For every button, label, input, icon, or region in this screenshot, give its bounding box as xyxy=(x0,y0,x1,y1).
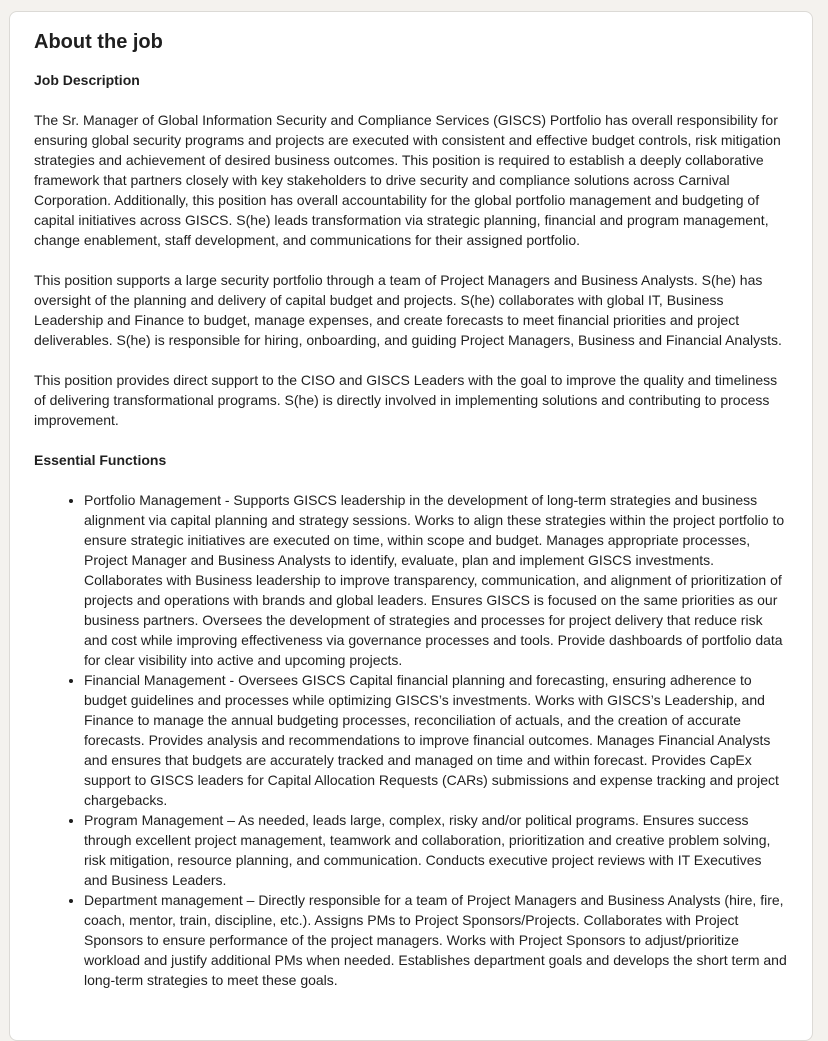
list-item-portfolio-management: • Portfolio Management - Supports GISCS leadership in the development of long-term strategies and business alignment via capital planning and strategy sessions. Works to align these strategies within the project portfolio to ensure strategic initiatives are executed on time, within scope and budget. Manages appropriate processes, Project Manager and Business Analysts to identify, evaluate, plan and implement GISCS investments. Collaborates with Business leadership to improve transparency, communication, and alignment of prioritization of projects and operations with brands and global leaders. Ensures GISCS is focused on the same priorities as our business partners. Oversees the development of strategies and processes for project delivery that reduce risk and cost while improving effectiveness via governance processes and tools. Provide dashboards of portfolio data for clear visibility into active and upcoming projects. xyxy=(84,490,788,670)
list-item-financial-management: • Financial Management - Oversees GISCS Capital financial planning and forecasting, ensuring adherence to budget guidelines and processes while optimizing GISCS’s investments. Works with GISCS’s Leadership, and Finance to manage the annual budgeting processes, reconciliation of actuals, and the creation of accurate forecasts. Provides analysis and recommendations to improve financial outcomes. Manages Financial Analysts and ensures that budgets are accurately tracked and managed on time and within forecast. Provides CapEx support to GISCS leaders for Capital Allocation Requests (CARs) submissions and expense tracking and project chargebacks. xyxy=(84,670,788,810)
list-item-program-management: • Program Management – As needed, leads large, complex, risky and/or political programs. Ensures success through excellent project management, teamwork and collaboration, prioritization and creative problem solving, risk mitigation, resource planning, and communication. Conducts executive project reviews with IT Executives and Business Leaders. xyxy=(84,810,788,890)
section-title: About the job xyxy=(34,31,163,53)
job-description-heading: Job Description xyxy=(34,72,140,88)
essential-functions-heading: Essential Functions xyxy=(34,452,167,468)
about-job-card xyxy=(9,11,813,1041)
job-description-body xyxy=(34,70,788,990)
description-paragraph-1: The Sr. Manager of Global Information Security and Compliance Services (GISCS) Portfolio has overall responsibility for ensuring global security programs and projects are executed with consistent and effective budget controls, risk mitigation strategies and achievement of desired business outcomes. This position is required to establish a deeply collaborative framework that partners closely with key stakeholders to drive security and compliance solutions across Carnival Corporation. Additionally, this position has overall accountability for the global portfolio management and budgeting of capital initiatives across GISCS. S(he) leads transformation via strategic planning, financial and program management, change enablement, staff development, and communications for their assigned portfolio. xyxy=(34,112,781,248)
list-item-department-management: • Department management – Directly responsible for a team of Project Managers and Business Analysts (hire, fire, coach, mentor, train, discipline, etc.). Assigns PMs to Project Sponsors/Projects. Collaborates with Project Sponsors to ensure performance of the project managers. Works with Project Sponsors to adjust/prioritize workload and justify additional PMs when needed. Establishes department goals and develops the short term and long-term strategies to meet these goals. xyxy=(84,890,788,990)
description-paragraph-2: This position supports a large security portfolio through a team of Project Managers and Business Analysts. S(he) has oversight of the planning and delivery of capital budget and projects. S(he) collaborates with global IT, Business Leadership and Finance to budget, manage expenses, and create forecasts to meet financial priorities and project deliverables. S(he) is responsible for hiring, onboarding, and guiding Project Managers, Business and Financial Analysts. xyxy=(34,272,782,348)
essential-functions-list xyxy=(34,490,788,990)
description-paragraph-3: This position provides direct support to the CISO and GISCS Leaders with the goal to improve the quality and timeliness of delivering transformational programs. S(he) is directly involved in implementing solutions and contributing to process improvement. xyxy=(34,372,778,428)
